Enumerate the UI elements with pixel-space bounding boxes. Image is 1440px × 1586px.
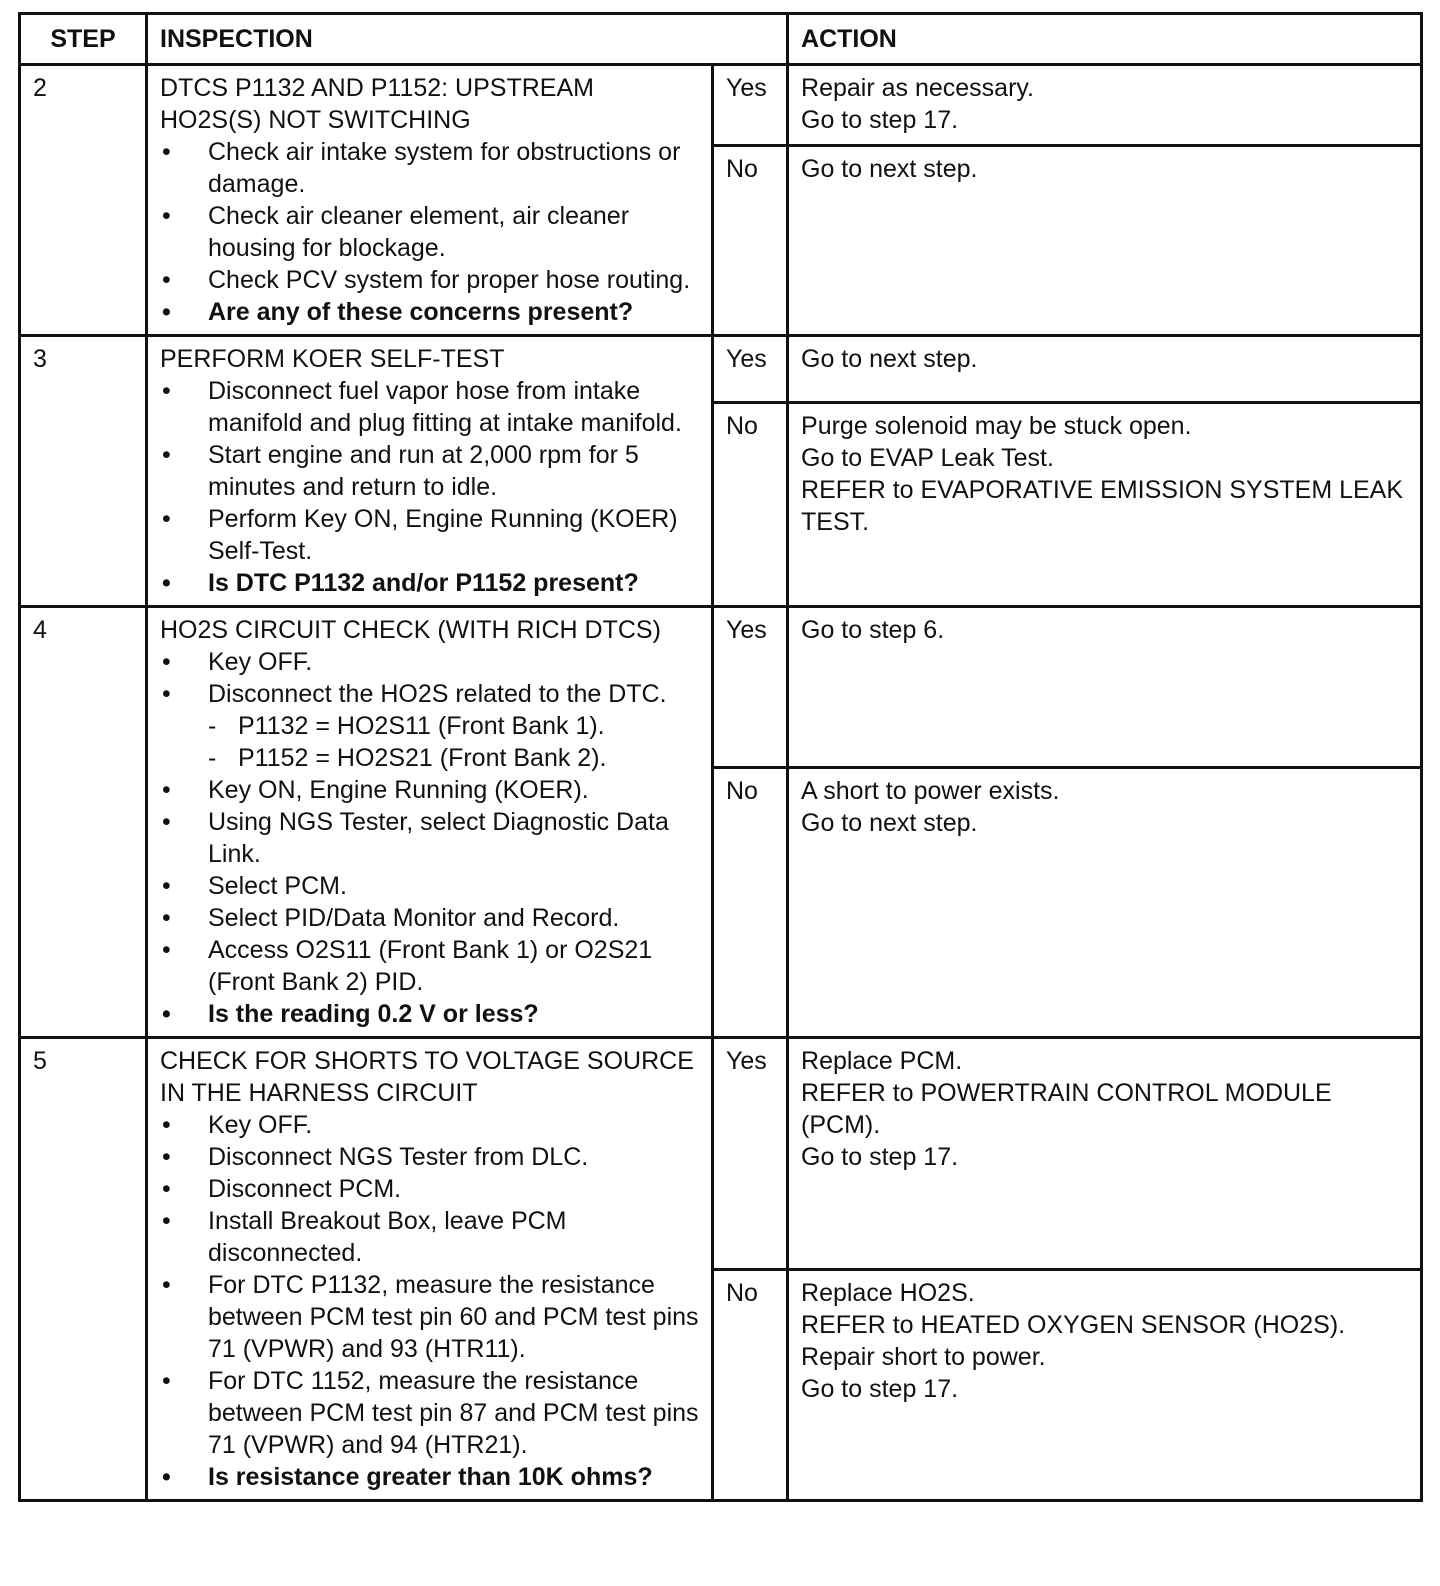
action-line: Go to next step. — [801, 155, 978, 183]
action-line: Go to EVAP Leak Test. — [801, 444, 1054, 473]
step-number: 5 — [20, 1038, 147, 1501]
action-line: REFER to HEATED OXYGEN SENSOR (HO2S). — [801, 1310, 1346, 1339]
inspection-bullets — [160, 375, 701, 599]
yes-label: Yes — [713, 336, 788, 403]
step-row-2-yes — [20, 65, 1422, 146]
bullet-item: • Disconnect fuel vapor hose from intake manifold and plug fitting at intake manifold. — [160, 375, 701, 439]
sub-list — [208, 710, 701, 774]
sub-item: - P1132 = HO2S11 (Front Bank 1). — [208, 710, 701, 742]
bullet-item: • Access O2S11 (Front Bank 1) or O2S21 (Front Bank 2) PID. — [160, 934, 701, 998]
diagnostic-table — [18, 12, 1423, 1502]
yes-label: Yes — [713, 1038, 788, 1270]
bullet-text: Disconnect the HO2S related to the DTC. — [208, 680, 667, 708]
action-line: Purge solenoid may be stuck open. — [801, 412, 1192, 441]
action-line: Replace PCM. — [801, 1047, 963, 1075]
no-action-cell — [788, 767, 1422, 1037]
yes-label: Yes — [713, 65, 788, 146]
action-line: Go to next step. — [801, 808, 978, 837]
yes-action-cell — [788, 65, 1422, 146]
no-label: No — [713, 1269, 788, 1501]
bullet-item: • Key OFF. — [160, 1109, 701, 1141]
inspection-title: PERFORM KOER SELF-TEST — [160, 345, 505, 373]
bullet-item: • Start engine and run at 2,000 rpm for 5 minutes and return to idle. — [160, 439, 701, 503]
step-row-3-yes — [20, 336, 1422, 403]
step-header: STEP — [20, 14, 147, 65]
step-number: 2 — [20, 65, 147, 336]
inspection-bullets — [160, 646, 701, 1030]
bullet-item: • Using NGS Tester, select Diagnostic Data Link. — [160, 806, 701, 870]
bullet-item — [160, 678, 701, 774]
sub-item: - P1152 = HO2S21 (Front Bank 2). — [208, 742, 701, 774]
action-line: Go to step 6. — [801, 616, 945, 644]
bullet-item: • For DTC P1132, measure the resistance between PCM test pin 60 and PCM test pins 71 (VPWR) and 93 (HTR11). — [160, 1269, 701, 1365]
inspection-cell — [147, 336, 713, 607]
yes-action-cell — [788, 1038, 1422, 1270]
bullet-item: • Key ON, Engine Running (KOER). — [160, 774, 701, 806]
step-number: 3 — [20, 336, 147, 607]
bullet-item: • Check air intake system for obstructions or damage. — [160, 136, 701, 200]
action-line: Replace HO2S. — [801, 1278, 975, 1307]
action-line: Repair as necessary. — [801, 74, 1034, 102]
inspection-bullets — [160, 136, 701, 328]
inspection-title: HO2S CIRCUIT CHECK (WITH RICH DTCS) — [160, 616, 661, 644]
header-row — [20, 14, 1422, 65]
bullet-item: • Select PCM. — [160, 870, 701, 902]
bullet-item: • Select PID/Data Monitor and Record. — [160, 902, 701, 934]
action-line: Go to step 17. — [801, 1143, 959, 1171]
action-line: Repair short to power. — [801, 1342, 1046, 1371]
action-line: Go to step 17. — [801, 106, 959, 134]
bullet-item: • Disconnect PCM. — [160, 1173, 701, 1205]
no-action-cell — [788, 403, 1422, 607]
inspection-question: • Is the reading 0.2 V or less? — [160, 998, 701, 1030]
yes-label: Yes — [713, 607, 788, 768]
inspection-title: DTCS P1132 AND P1152: UPSTREAM HO2S(S) NOT SWITCHING — [160, 74, 594, 134]
inspection-header: INSPECTION — [147, 14, 788, 65]
inspection-question: • Is resistance greater than 10K ohms? — [160, 1461, 701, 1493]
bullet-item: • Disconnect NGS Tester from DLC. — [160, 1141, 701, 1173]
inspection-bullets — [160, 1109, 701, 1493]
action-line: REFER to EVAPORATIVE EMISSION SYSTEM LEAK TEST. — [801, 476, 1404, 537]
inspection-question: • Is DTC P1132 and/or P1152 present? — [160, 567, 701, 599]
no-action-cell — [788, 146, 1422, 336]
action-line: Go to step 17. — [801, 1374, 959, 1403]
bullet-item: • Key OFF. — [160, 646, 701, 678]
step-number: 4 — [20, 607, 147, 1038]
bullet-item: • Check PCV system for proper hose routing. — [160, 264, 701, 296]
yes-action-cell — [788, 336, 1422, 403]
inspection-cell — [147, 1038, 713, 1501]
inspection-title: CHECK FOR SHORTS TO VOLTAGE SOURCE IN THE HARNESS CIRCUIT — [160, 1047, 694, 1107]
bullet-item: • Perform Key ON, Engine Running (KOER) Self-Test. — [160, 503, 701, 567]
no-label: No — [713, 767, 788, 1037]
no-label: No — [713, 403, 788, 607]
action-line: REFER to POWERTRAIN CONTROL MODULE (PCM). — [801, 1079, 1332, 1139]
action-header: ACTION — [788, 14, 1422, 65]
yes-action-cell — [788, 607, 1422, 768]
no-label: No — [713, 146, 788, 336]
action-line: Go to next step. — [801, 345, 978, 373]
bullet-item: • For DTC 1152, measure the resistance between PCM test pin 87 and PCM test pins 71 (VPWR) and 94 (HTR21). — [160, 1365, 701, 1461]
inspection-cell — [147, 607, 713, 1038]
inspection-cell — [147, 65, 713, 336]
bullet-item: • Check air cleaner element, air cleaner housing for blockage. — [160, 200, 701, 264]
bullet-item: • Install Breakout Box, leave PCM disconnected. — [160, 1205, 701, 1269]
action-line: A short to power exists. — [801, 776, 1060, 805]
step-row-5-yes — [20, 1038, 1422, 1270]
no-action-cell — [788, 1269, 1422, 1501]
inspection-question: • Are any of these concerns present? — [160, 296, 701, 328]
step-row-4-yes — [20, 607, 1422, 768]
